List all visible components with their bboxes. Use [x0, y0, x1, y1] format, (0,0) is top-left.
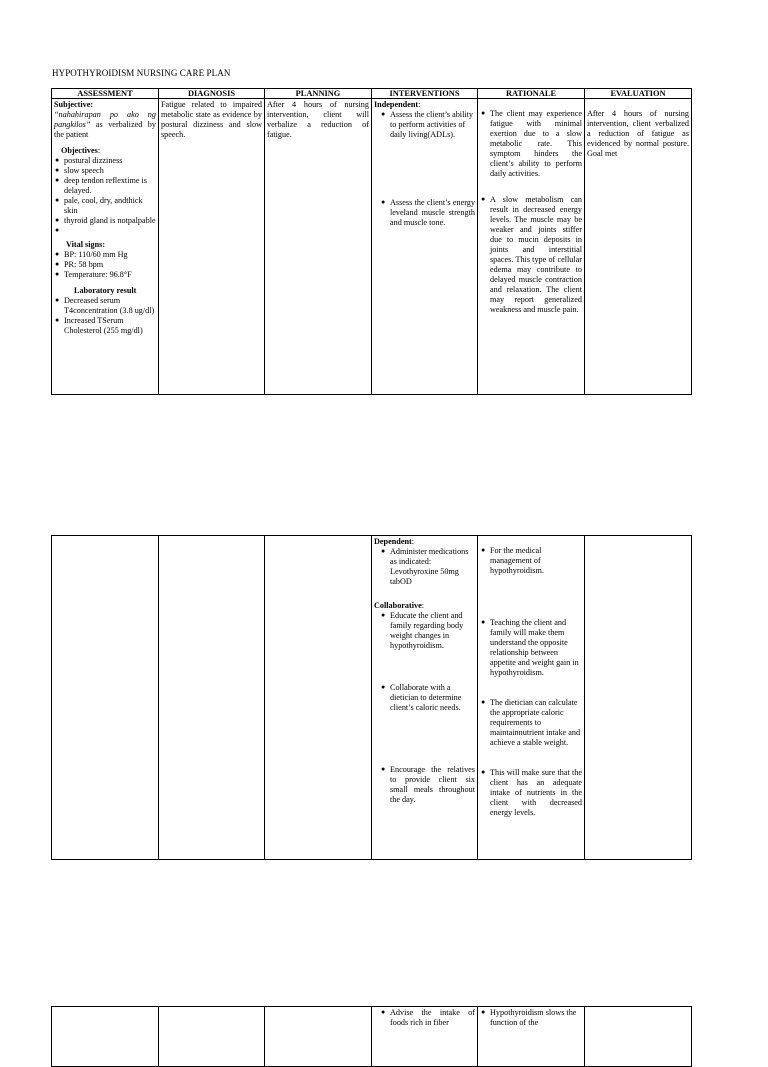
- table-row: [52, 1007, 692, 1067]
- list-item: ● Teaching the client and family will make them understand the opposite relationship between appetite and weight gain in hypothyroidism.: [480, 618, 582, 678]
- list-item: ● deep tendon reflextime is delayed.: [54, 176, 156, 196]
- list-item: ● A slow metabolism can result in decreased energy levels. The muscle may be weaker and joints stiffer due to mucin deposits in joints and interstitial spaces. This type of cellular edema may contribute to delayed muscle contraction and relaxation. The client may report generalized weakness and muscle pain.: [480, 195, 582, 315]
- rationale-cell: [478, 536, 585, 860]
- table-row: [52, 99, 692, 395]
- rationale-cell: [478, 1007, 585, 1067]
- care-plan-table-2: [51, 535, 692, 860]
- subjective-text: as verbalized by the patient: [54, 120, 156, 139]
- list-item: ● Increased TSerum Cholesterol (255 mg/dl): [54, 316, 156, 336]
- list-item: ● Decreased serum T4concentration (3.8 ug/dl): [54, 296, 156, 316]
- list-item: ● slow speech: [54, 166, 156, 176]
- list-item: ● postural dizziness: [54, 156, 156, 166]
- planning-cell: [265, 1007, 372, 1067]
- list-item: ● Advise the intake of foods rich in fiber: [380, 1008, 475, 1028]
- rationale-list: [480, 546, 582, 818]
- diagnosis-cell: [159, 536, 265, 860]
- collaborative-label: Collaborative: [374, 601, 422, 610]
- list-item: ● Assess the client’s energy leveland muscle strength and muscle tone.: [380, 198, 475, 228]
- interventions-cell: [372, 1007, 478, 1067]
- header-interventions: INTERVENTIONS: [372, 89, 478, 99]
- assessment-cell: [52, 1007, 159, 1067]
- subjective-quote: “nahahirapan po ako ng pangkilos”: [54, 110, 156, 129]
- rationale-list: [480, 1008, 582, 1028]
- evaluation-cell: [585, 536, 692, 860]
- objectives-list: [54, 156, 156, 236]
- assessment-cell: [52, 536, 159, 860]
- list-item: ● The dietician can calculate the appropriate caloric requirements to maintainnutrient intake and achieve a stable weight.: [480, 698, 582, 748]
- header-diagnosis: DIAGNOSIS: [159, 89, 265, 99]
- header-rationale: RATIONALE: [478, 89, 585, 99]
- lab-result-label: Laboratory result: [74, 286, 137, 295]
- list-item: ● For the medical management of hypothyroidism.: [480, 546, 582, 576]
- interventions-cell: Independent: ● Assess the client’s ability to perform activities of daily living(ADLs). ● Assess the client’s energy leveland muscle strength and muscle tone.: [372, 99, 478, 395]
- independent-label: Independent: [374, 100, 419, 109]
- collaborative-list: [380, 611, 475, 805]
- planning-cell: [265, 536, 372, 860]
- header-row: [52, 89, 692, 99]
- list-item: ● This will make sure that the client has an adequate intake of nutrients in the client with decreased energy levels.: [480, 768, 582, 818]
- planning-cell: After 4 hours of nursing intervention, client will verbalize a reduction of fatigue.: [265, 99, 372, 395]
- list-item: ● Collaborate with a dietician to determine client’s caloric needs.: [380, 683, 475, 713]
- rationale-cell: [478, 99, 585, 395]
- intervention-list: [380, 1008, 475, 1028]
- evaluation-cell: [585, 1007, 692, 1067]
- list-item: ● Educate the client and family regarding body weight changes in hypothyroidism.: [380, 611, 475, 651]
- objectives-label: Objectives: [61, 146, 98, 155]
- list-item: ● PR: 58 bpm: [54, 260, 156, 270]
- document-title: HYPOTHYROIDISM NURSING CARE PLAN: [52, 68, 231, 78]
- vital-signs-label: Vital signs: [66, 240, 103, 249]
- subjective-label: Subjective: [54, 100, 91, 109]
- dependent-list: [380, 547, 475, 587]
- list-item: ● pale, cool, dry, andthick skin: [54, 196, 156, 216]
- lab-list: [54, 296, 156, 336]
- list-item: ● Temperature: 96.8°F: [54, 270, 156, 280]
- interventions-cell: Dependent: ● Administer medications as indicated: Levothyroxine 50mg tabOD Collaborative: ● Educate the client and family regarding body weight changes in hypothyroidism. ● Collaborate with a dietician to determine client’s caloric needs. ● Encourage the relatives to provide client six small meals throughout the day.: [372, 536, 478, 860]
- list-item: ● Hypothyroidism slows the function of the: [480, 1008, 582, 1028]
- vitals-list: [54, 250, 156, 280]
- list-item: ● The client may experience fatigue with minimal exertion due to a slow metabolic rate. This symptom hinders the client’s ability to perform daily activities.: [480, 109, 582, 179]
- dependent-label: Dependent: [374, 537, 412, 546]
- list-item: ● thyroid gland is notpalpable: [54, 216, 156, 226]
- care-plan-table-3: [51, 1006, 692, 1067]
- list-item: ● Assess the client’s ability to perform activities of daily living(ADLs).: [380, 110, 475, 140]
- header-planning: PLANNING: [265, 89, 372, 99]
- list-item: [54, 226, 156, 236]
- diagnosis-cell: [159, 1007, 265, 1067]
- list-item: ● Encourage the relatives to provide client six small meals throughout the day.: [380, 765, 475, 805]
- list-item: ● BP: 110/60 mm Hg: [54, 250, 156, 260]
- assessment-cell: Subjective: “nahahirapan po ako ng pangkilos” as verbalized by the patient Objectives: ● postural dizziness ● slow speech ● deep tendon reflextime is delayed. ● pale, cool, dry, andthick skin ● thyroid gland is notpalpable ● Vital signs: ● BP: 110/60 mm Hg ● PR: 58 bpm ● Temperature: 96.8°F Laboratory result ● Decreased serum T4concentration (3.8 ug/dl) ● Increased TSerum Cholesterol (255 mg/dl): [52, 99, 159, 395]
- independent-list: [380, 110, 475, 228]
- diagnosis-cell: Fatigue related to impaired metabolic state as evidence by postural dizziness and slow speech.: [159, 99, 265, 395]
- evaluation-cell: After 4 hours of nursing intervention, client verbalized a reduction of fatigue as evidenced by normal posture. Goal met: [585, 99, 692, 395]
- list-item: ● Administer medications as indicated: Levothyroxine 50mg tabOD: [380, 547, 475, 587]
- header-evaluation: EVALUATION: [585, 89, 692, 99]
- table-row: [52, 536, 692, 860]
- rationale-list: [480, 109, 582, 315]
- header-assessment: ASSESSMENT: [52, 89, 159, 99]
- care-plan-table-1: [51, 88, 692, 395]
